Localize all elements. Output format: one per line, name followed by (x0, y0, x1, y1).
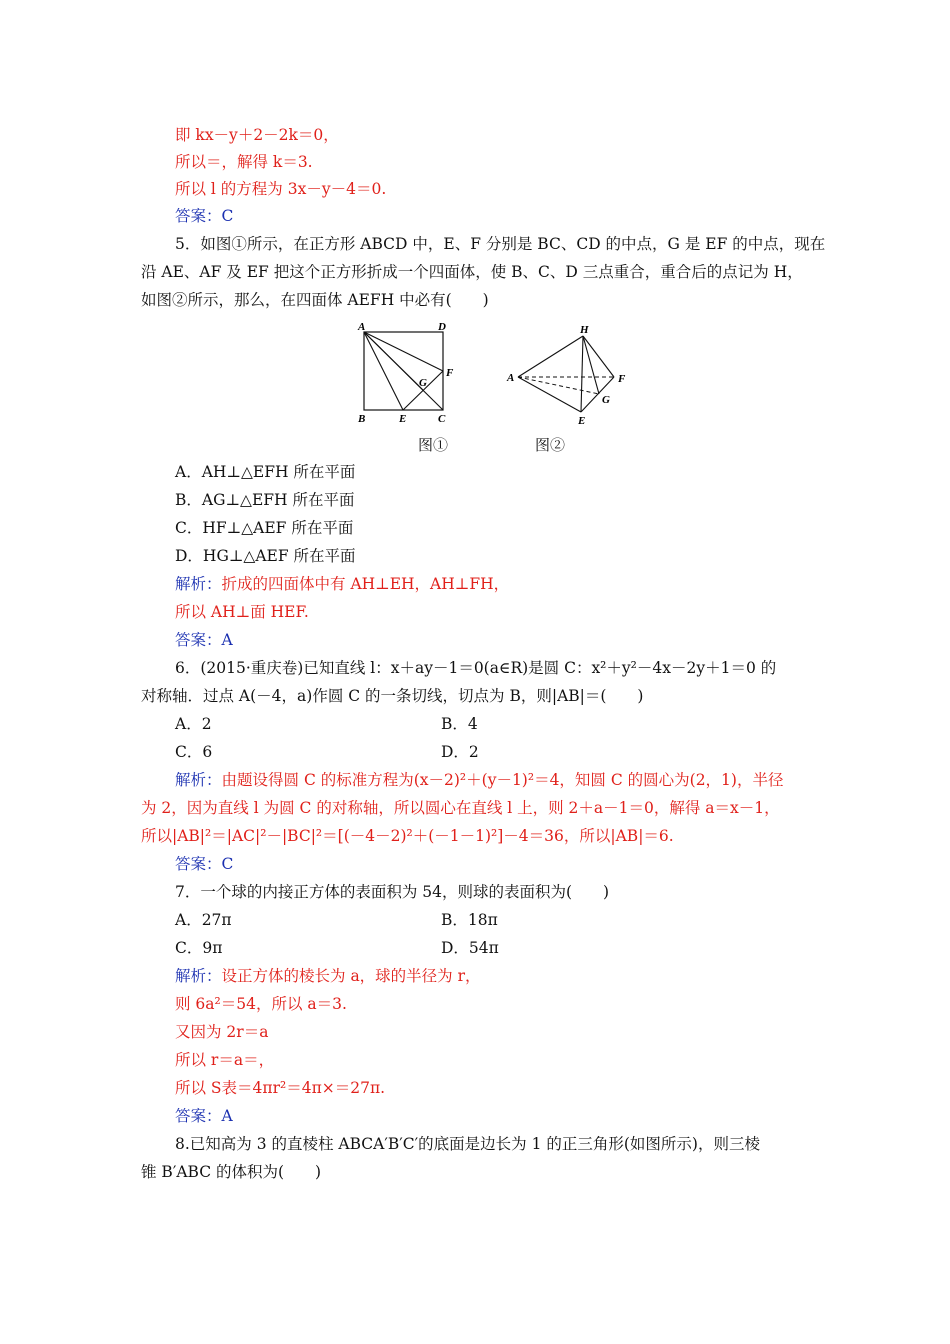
q6-option-d: D．2 (441, 743, 479, 761)
fig1-label-g: G (419, 377, 427, 389)
question-8-line-1: 8.已知高为 3 的直棱柱 ABCA′B′C′的底面是边长为 1 的正三角形(如图所示)，则三棱 (175, 1135, 760, 1153)
q6-option-b: B．4 (441, 715, 478, 733)
q7-solution-line-2: 则 6a²＝54，所以 a＝3. (175, 995, 347, 1013)
q7-option-c: C．9π (175, 939, 223, 957)
q7-solution-line-5: 所以 S表＝4πr²＝4π×＝27π. (175, 1079, 386, 1097)
figure-2-tetrahedron-diagram (502, 320, 634, 430)
q5-option-a: A．AH⊥△EFH 所在平面 (175, 463, 356, 481)
answer-6: 答案：C (175, 855, 234, 873)
question-7: 7．一个球的内接正方体的表面积为 54，则球的表面积为( ) (175, 883, 610, 901)
q7-solution-line-4: 所以 r＝a＝， (175, 1051, 275, 1069)
q7-option-b: B．18π (441, 911, 498, 929)
q5-solution-line-1: 解析：折成的四面体中有 AH⊥EH，AH⊥FH， (175, 575, 510, 593)
fig1-label-b: B (358, 413, 366, 425)
answer-4: 答案：C (175, 207, 234, 225)
fig2-label-f: F (618, 373, 626, 385)
q6-option-c: C．6 (175, 743, 213, 761)
fig1-label-a: A (358, 321, 366, 333)
fig1-label-d: D (438, 321, 446, 333)
question-5-line-1: 5．如图①所示，在正方形 ABCD 中，E、F 分别是 BC、CD 的中点，G 是 EF 的中点，现在 (175, 235, 826, 253)
solution-line-1: 即 kx－y＋2－2k＝0， (175, 126, 339, 144)
q5-option-c: C．HF⊥△AEF 所在平面 (175, 519, 354, 537)
question-6-line-1: 6．(2015·重庆卷)已知直线 l：x＋ay－1＝0(a∈R)是圆 C：x²＋y²－4x－2y＋1＝0 的 (175, 659, 777, 677)
question-5-line-3: 如图②所示，那么，在四面体 AEFH 中必有( ) (141, 291, 489, 309)
fig1-label-c: C (438, 413, 446, 425)
fig2-label-g: G (602, 394, 610, 406)
fig2-label-h: H (580, 324, 589, 336)
q6-solution-line-1: 解析：由题设得圆 C 的标准方程为(x－2)²＋(y－1)²＝4，知圆 C 的圆心为(2，1)，半径 (175, 771, 784, 789)
answer-7: 答案：A (175, 1107, 233, 1125)
figure-1-caption: 图① (418, 436, 449, 454)
question-8-line-2: 锥 B′ABC 的体积为( ) (141, 1163, 322, 1181)
q6-option-a: A．2 (175, 715, 212, 733)
figure-1-square-diagram (350, 318, 465, 430)
fig2-label-a: A (507, 372, 515, 384)
q5-option-d: D．HG⊥△AEF 所在平面 (175, 547, 356, 565)
answer-5: 答案：A (175, 631, 233, 649)
fig2-label-e: E (578, 415, 586, 427)
q7-solution-line-1: 解析：设正方体的棱长为 a，球的半径为 r， (175, 967, 481, 985)
question-5-line-2: 沿 AE、AF 及 EF 把这个正方形折成一个四面体，使 B、C、D 三点重合，重合后的点记为 H， (141, 263, 803, 281)
question-6-line-2: 对称轴．过点 A(－4，a)作圆 C 的一条切线，切点为 B，则|AB|＝( ) (141, 687, 644, 705)
q7-option-d: D．54π (441, 939, 499, 957)
q5-solution-line-2: 所以 AH⊥面 HEF. (175, 603, 309, 621)
figure-2-caption: 图② (535, 436, 566, 454)
q6-solution-line-2: 为 2，因为直线 l 为圆 C 的对称轴，所以圆心在直线 l 上，则 2＋a－1＝0，解得 a＝x－1， (141, 799, 780, 817)
fig1-label-e: E (399, 413, 407, 425)
solution-line-2: 所以＝，解得 k＝3. (175, 153, 313, 171)
q7-option-a: A．27π (175, 911, 232, 929)
fig1-label-f: F (446, 367, 454, 379)
solution-line-3: 所以 l 的方程为 3x－y－4＝0. (175, 180, 387, 198)
q5-option-b: B．AG⊥△EFH 所在平面 (175, 491, 355, 509)
q6-solution-line-3: 所以|AB|²＝|AC|²－|BC|²＝[(－4－2)²＋(－1－1)²]－4＝36，所以|AB|＝6. (141, 827, 674, 845)
q7-solution-line-3: 又因为 2r＝a (175, 1023, 269, 1041)
